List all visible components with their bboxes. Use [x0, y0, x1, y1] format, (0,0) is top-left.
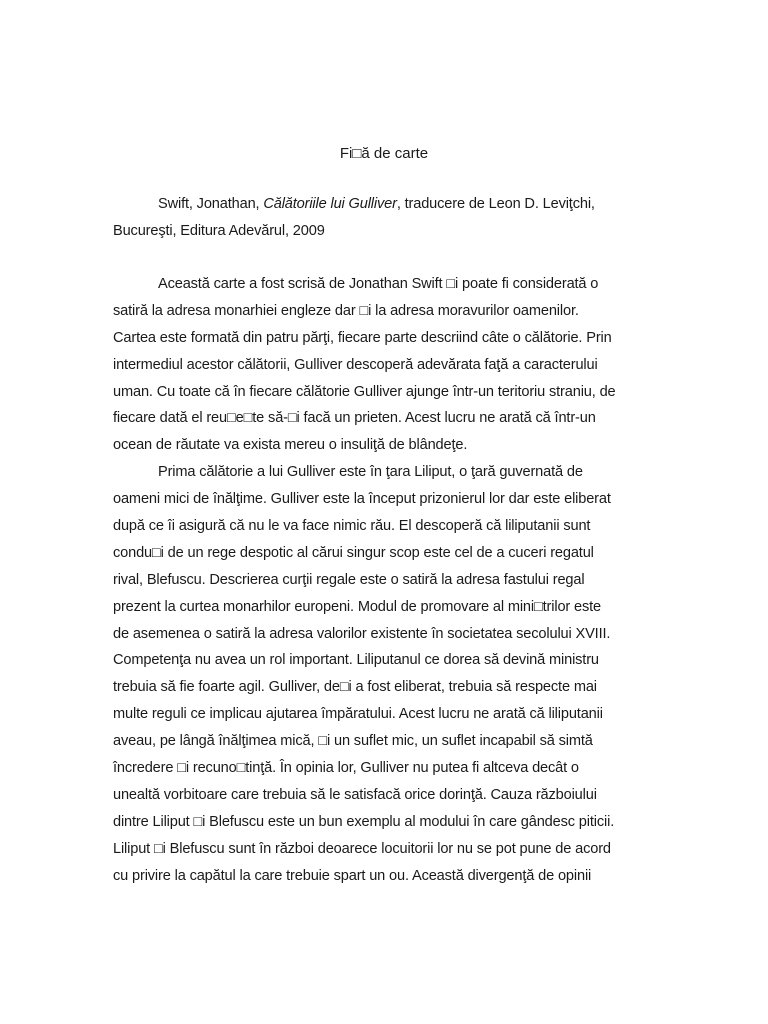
paragraph-1 — [113, 271, 633, 459]
text-line: trebuia să fie foarte agil. Gulliver, de□i a fost eliberat, trebuia să respecte mai — [113, 679, 597, 696]
document-title: Fi□ă de carte — [339, 145, 429, 162]
text-line: cu privire la capătul la care trebuie spart un ou. Această divergenţă de opinii — [113, 867, 592, 884]
text-line: dintre Liliput □i Blefuscu este un bun exemplu al modului în care gândesc piticii. — [113, 813, 615, 830]
reference-line-1 — [113, 191, 633, 218]
text-line: Cartea este formată din patru părţi, fiecare parte descriind câte o călătorie. Prin — [113, 329, 612, 346]
reference-book-title: Călătoriile lui Gulliver — [263, 196, 397, 212]
text-line: prezent la curtea monarhilor europeni. Modul de promovare al mini□trilor este — [113, 598, 602, 615]
text-line: după ce îi asigură că nu le va face nimic rău. El descoperă că liliputanii sunt — [113, 518, 591, 535]
reference-translation: , traducere de Leon D. Leviţchi, — [396, 196, 595, 212]
text-line: intermediul acestor călătorii, Gulliver descoperă adevărata faţă a caracterului — [113, 356, 598, 373]
paragraph-2 — [113, 459, 633, 889]
text-line: condu□i de un rege despotic al cărui singur scop este cel de a cuceri regatul — [113, 544, 594, 561]
text-line: Această carte a fost scrisă de Jonathan Swift □i poate fi considerată o — [158, 276, 599, 292]
text-line: ocean de răutate va exista mereu o insuliţă de blândeţe. — [113, 437, 468, 454]
text-line: oameni mici de înălţime. Gulliver este la început prizonierul lor dar este eliberat — [113, 491, 611, 508]
text-line: rival, Blefuscu. Descrierea curţii regale este o satiră la adresa fastului regal — [113, 571, 585, 588]
book-reference — [113, 191, 633, 245]
reference-line-2: Bucureşti, Editura Adevărul, 2009 — [113, 222, 325, 239]
reference-author: Swift, Jonathan, — [158, 196, 264, 212]
text-line: satiră la adresa monarhiei engleze dar □i la adresa moravurilor oamenilor. — [113, 302, 579, 319]
text-line: multe reguli ce implicau ajutarea împăratului. Acest lucru ne arată că liliputanii — [113, 706, 603, 723]
text-line: uman. Cu toate că în fiecare călătorie Gulliver ajunge într-un teritoriu straniu, de — [113, 383, 616, 400]
text-line: fiecare dată el reu□e□te să-□i facă un prieten. Acest lucru ne arată că într-un — [113, 410, 596, 427]
text-line: aveau, pe lângă înălţimea mică, □i un suflet mic, un suflet incapabil să simtă — [113, 733, 593, 750]
text-line: încredere □i recuno□tinţă. În opinia lor, Gulliver nu putea fi altceva decât o — [113, 760, 579, 777]
text-line: Prima călătorie a lui Gulliver este în ţara Liliput, o ţară guvernată de — [158, 464, 583, 481]
text-line: de asemenea o satiră la adresa valorilor existente în societatea secolului XVIII. — [113, 625, 611, 642]
text-line: Liliput □i Blefuscu sunt în război deoarece locuitorii lor nu se pot pune de acord — [113, 840, 611, 857]
document-body — [113, 271, 633, 889]
text-line: unealtă vorbitoare care trebuia să le satisfacă orice dorinţă. Cauza războiului — [113, 786, 597, 803]
text-line: Competenţa nu avea un rol important. Liliputanul ce dorea să devină ministru — [113, 652, 599, 669]
